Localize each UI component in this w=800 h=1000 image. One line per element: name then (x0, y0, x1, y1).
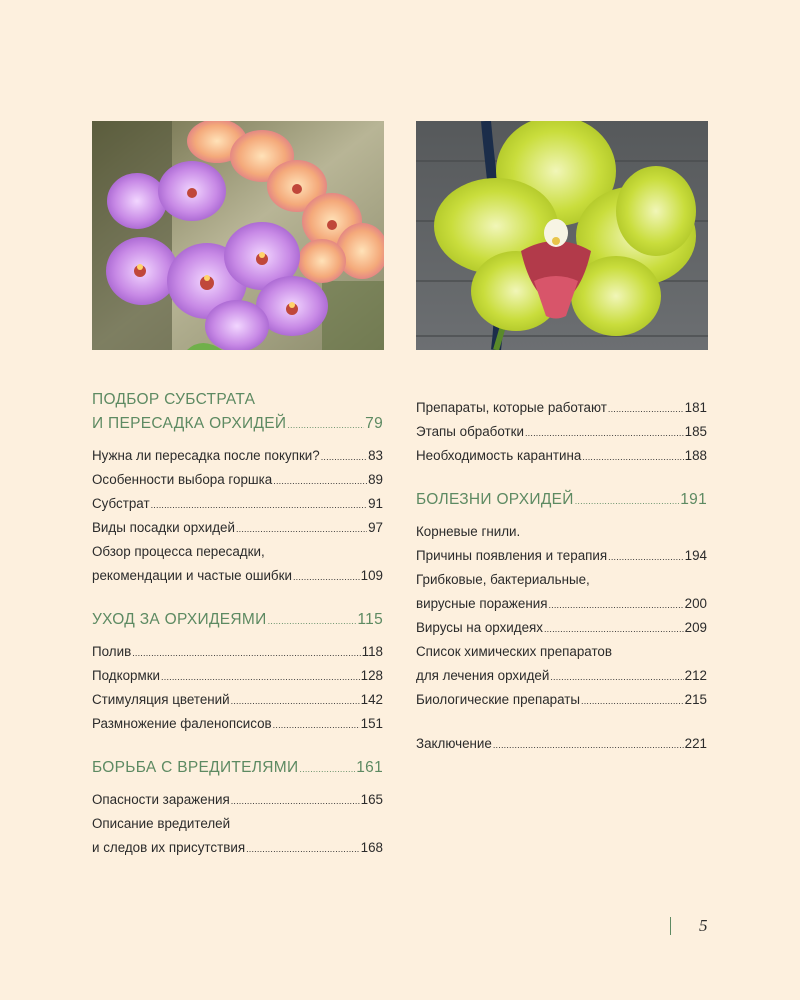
toc-entry[interactable] (416, 664, 707, 688)
toc-section-heading[interactable] (92, 608, 383, 632)
toc-entry-label: Полив (92, 644, 132, 659)
toc-page-number: 165 (360, 792, 383, 807)
toc-dot-leader (287, 413, 364, 437)
toc-entry-label: Размножение фаленопсисов (92, 716, 272, 731)
toc-page-number: 194 (684, 548, 707, 563)
toc-dot-leader (582, 445, 683, 469)
toc-page-number: 181 (684, 400, 707, 415)
toc-page-number: 91 (368, 496, 383, 511)
toc-section-heading-line[interactable] (92, 412, 383, 436)
toc-page-number: 215 (684, 692, 707, 707)
toc-entry[interactable] (92, 712, 383, 736)
toc-page-number: 109 (360, 568, 383, 583)
toc-entry-label: Виды посадки орхидей (92, 520, 235, 535)
pink-purple-orchids-photo (92, 121, 384, 350)
toc-dot-leader (550, 665, 683, 689)
toc-entry-label: Необходимость карантина (416, 448, 582, 463)
toc-dot-leader (575, 489, 680, 513)
orchid-photo-left (92, 121, 384, 350)
toc-entry[interactable] (416, 444, 707, 468)
toc-dot-leader (132, 641, 360, 665)
toc-section-title: БОРЬБА С ВРЕДИТЕЛЯМИ (92, 759, 299, 776)
toc-section-heading[interactable]: ПОДБОР СУБСТРАТА (92, 391, 256, 408)
toc-entry[interactable] (92, 444, 383, 468)
toc-page-number: 128 (360, 668, 383, 683)
toc-dot-leader (231, 689, 360, 713)
toc-page-number: 212 (684, 668, 707, 683)
toc-page-number: 188 (684, 448, 707, 463)
toc-page-number: 151 (360, 716, 383, 731)
toc-dot-leader (548, 593, 683, 617)
toc-dot-leader (544, 617, 684, 641)
toc-section-heading[interactable] (416, 488, 707, 512)
toc-entry[interactable] (92, 492, 383, 516)
toc-entry[interactable] (416, 616, 707, 640)
toc-page-number: 209 (684, 620, 707, 635)
toc-entry-label: Стимуляция цветений (92, 692, 230, 707)
page-number: 5 (699, 916, 708, 935)
toc-entry[interactable] (92, 516, 383, 540)
toc-dot-leader (581, 689, 684, 713)
toc-dot-leader (236, 517, 367, 541)
toc-right-column (416, 388, 707, 756)
toc-entry-label-line1[interactable]: Описание вредителей (92, 816, 231, 831)
toc-page-number: 185 (684, 424, 707, 439)
yellow-green-orchid-photo (416, 121, 708, 350)
toc-dot-leader (273, 713, 360, 737)
toc-page-number: 168 (360, 840, 383, 855)
toc-dot-leader (231, 789, 360, 813)
toc-entry-label: Субстрат (92, 496, 150, 511)
toc-section-title: УХОД ЗА ОРХИДЕЯМИ (92, 611, 267, 628)
toc-dot-leader (299, 757, 355, 781)
toc-entry[interactable] (92, 640, 383, 664)
toc-entry[interactable] (416, 396, 707, 420)
toc-page-number: 97 (368, 520, 383, 535)
toc-entry-label: Причины появления и терапия (416, 548, 608, 563)
toc-entry-label-line1[interactable]: Корневые гнили. (416, 524, 521, 539)
toc-dot-leader (246, 837, 360, 861)
toc-page-number: 142 (360, 692, 383, 707)
page-footer (670, 914, 708, 938)
toc-dot-leader (525, 421, 684, 445)
toc-page-number: 161 (356, 759, 383, 776)
toc-entry-label-line1[interactable]: Грибковые, бактериальные, (416, 572, 590, 587)
toc-entry-label: Подкормки (92, 668, 161, 683)
toc-dot-leader (493, 733, 684, 757)
toc-dot-leader (268, 609, 357, 633)
toc-entry-conclusion[interactable] (416, 732, 707, 756)
toc-entry-label: Вирусы на орхидеях (416, 620, 543, 635)
toc-entry-label: Заключение (416, 736, 492, 751)
toc-entry[interactable] (416, 420, 707, 444)
toc-page-number: 221 (684, 736, 707, 751)
toc-dot-leader (608, 545, 684, 569)
toc-dot-leader (293, 565, 360, 589)
toc-entry-label-line1[interactable]: Список химических препаратов (416, 644, 612, 659)
page-number-divider (670, 917, 671, 935)
toc-page-number: 200 (684, 596, 707, 611)
toc-entry-label: вирусные поражения (416, 596, 548, 611)
toc-page-number: 83 (368, 448, 383, 463)
toc-page-number: 115 (357, 611, 383, 628)
toc-left-column (92, 388, 383, 860)
toc-page-number: 89 (368, 472, 383, 487)
toc-entry[interactable] (92, 664, 383, 688)
toc-entry-label: и следов их присутствия (92, 840, 246, 855)
toc-entry-label: Особенности выбора горшка (92, 472, 273, 487)
toc-section-title: И ПЕРЕСАДКА ОРХИДЕЙ (92, 415, 287, 432)
toc-dot-leader (273, 469, 367, 493)
toc-entry-label-line1[interactable]: Обзор процесса пересадки, (92, 544, 265, 559)
toc-entry-label: рекомендации и частые ошибки (92, 568, 292, 583)
toc-dot-leader (151, 493, 367, 517)
orchid-photo-right (416, 121, 708, 350)
toc-entry-label: для лечения орхидей (416, 668, 550, 683)
toc-dot-leader (321, 445, 367, 469)
toc-entry[interactable] (92, 564, 383, 588)
toc-entry-label: Этапы обработки (416, 424, 524, 439)
toc-entry[interactable] (416, 544, 707, 568)
toc-entry-label: Нужна ли пересадка после покупки? (92, 448, 320, 463)
toc-entry-label: Опасности заражения (92, 792, 230, 807)
toc-entry-label: Биологические препараты (416, 692, 581, 707)
toc-entry-label: Препараты, которые работают (416, 400, 607, 415)
toc-section-heading[interactable] (92, 756, 383, 780)
toc-entry[interactable] (416, 592, 707, 616)
toc-page-number: 79 (365, 415, 383, 432)
toc-entry[interactable] (92, 836, 383, 860)
toc-dot-leader (161, 665, 360, 689)
toc-entry[interactable] (92, 788, 383, 812)
toc-entry[interactable] (92, 688, 383, 712)
toc-entry[interactable] (416, 688, 707, 712)
toc-section-title: БОЛЕЗНИ ОРХИДЕЙ (416, 491, 574, 508)
toc-page-number: 191 (680, 491, 707, 508)
toc-page-number: 118 (361, 644, 383, 659)
toc-dot-leader (608, 397, 684, 421)
toc-entry[interactable] (92, 468, 383, 492)
